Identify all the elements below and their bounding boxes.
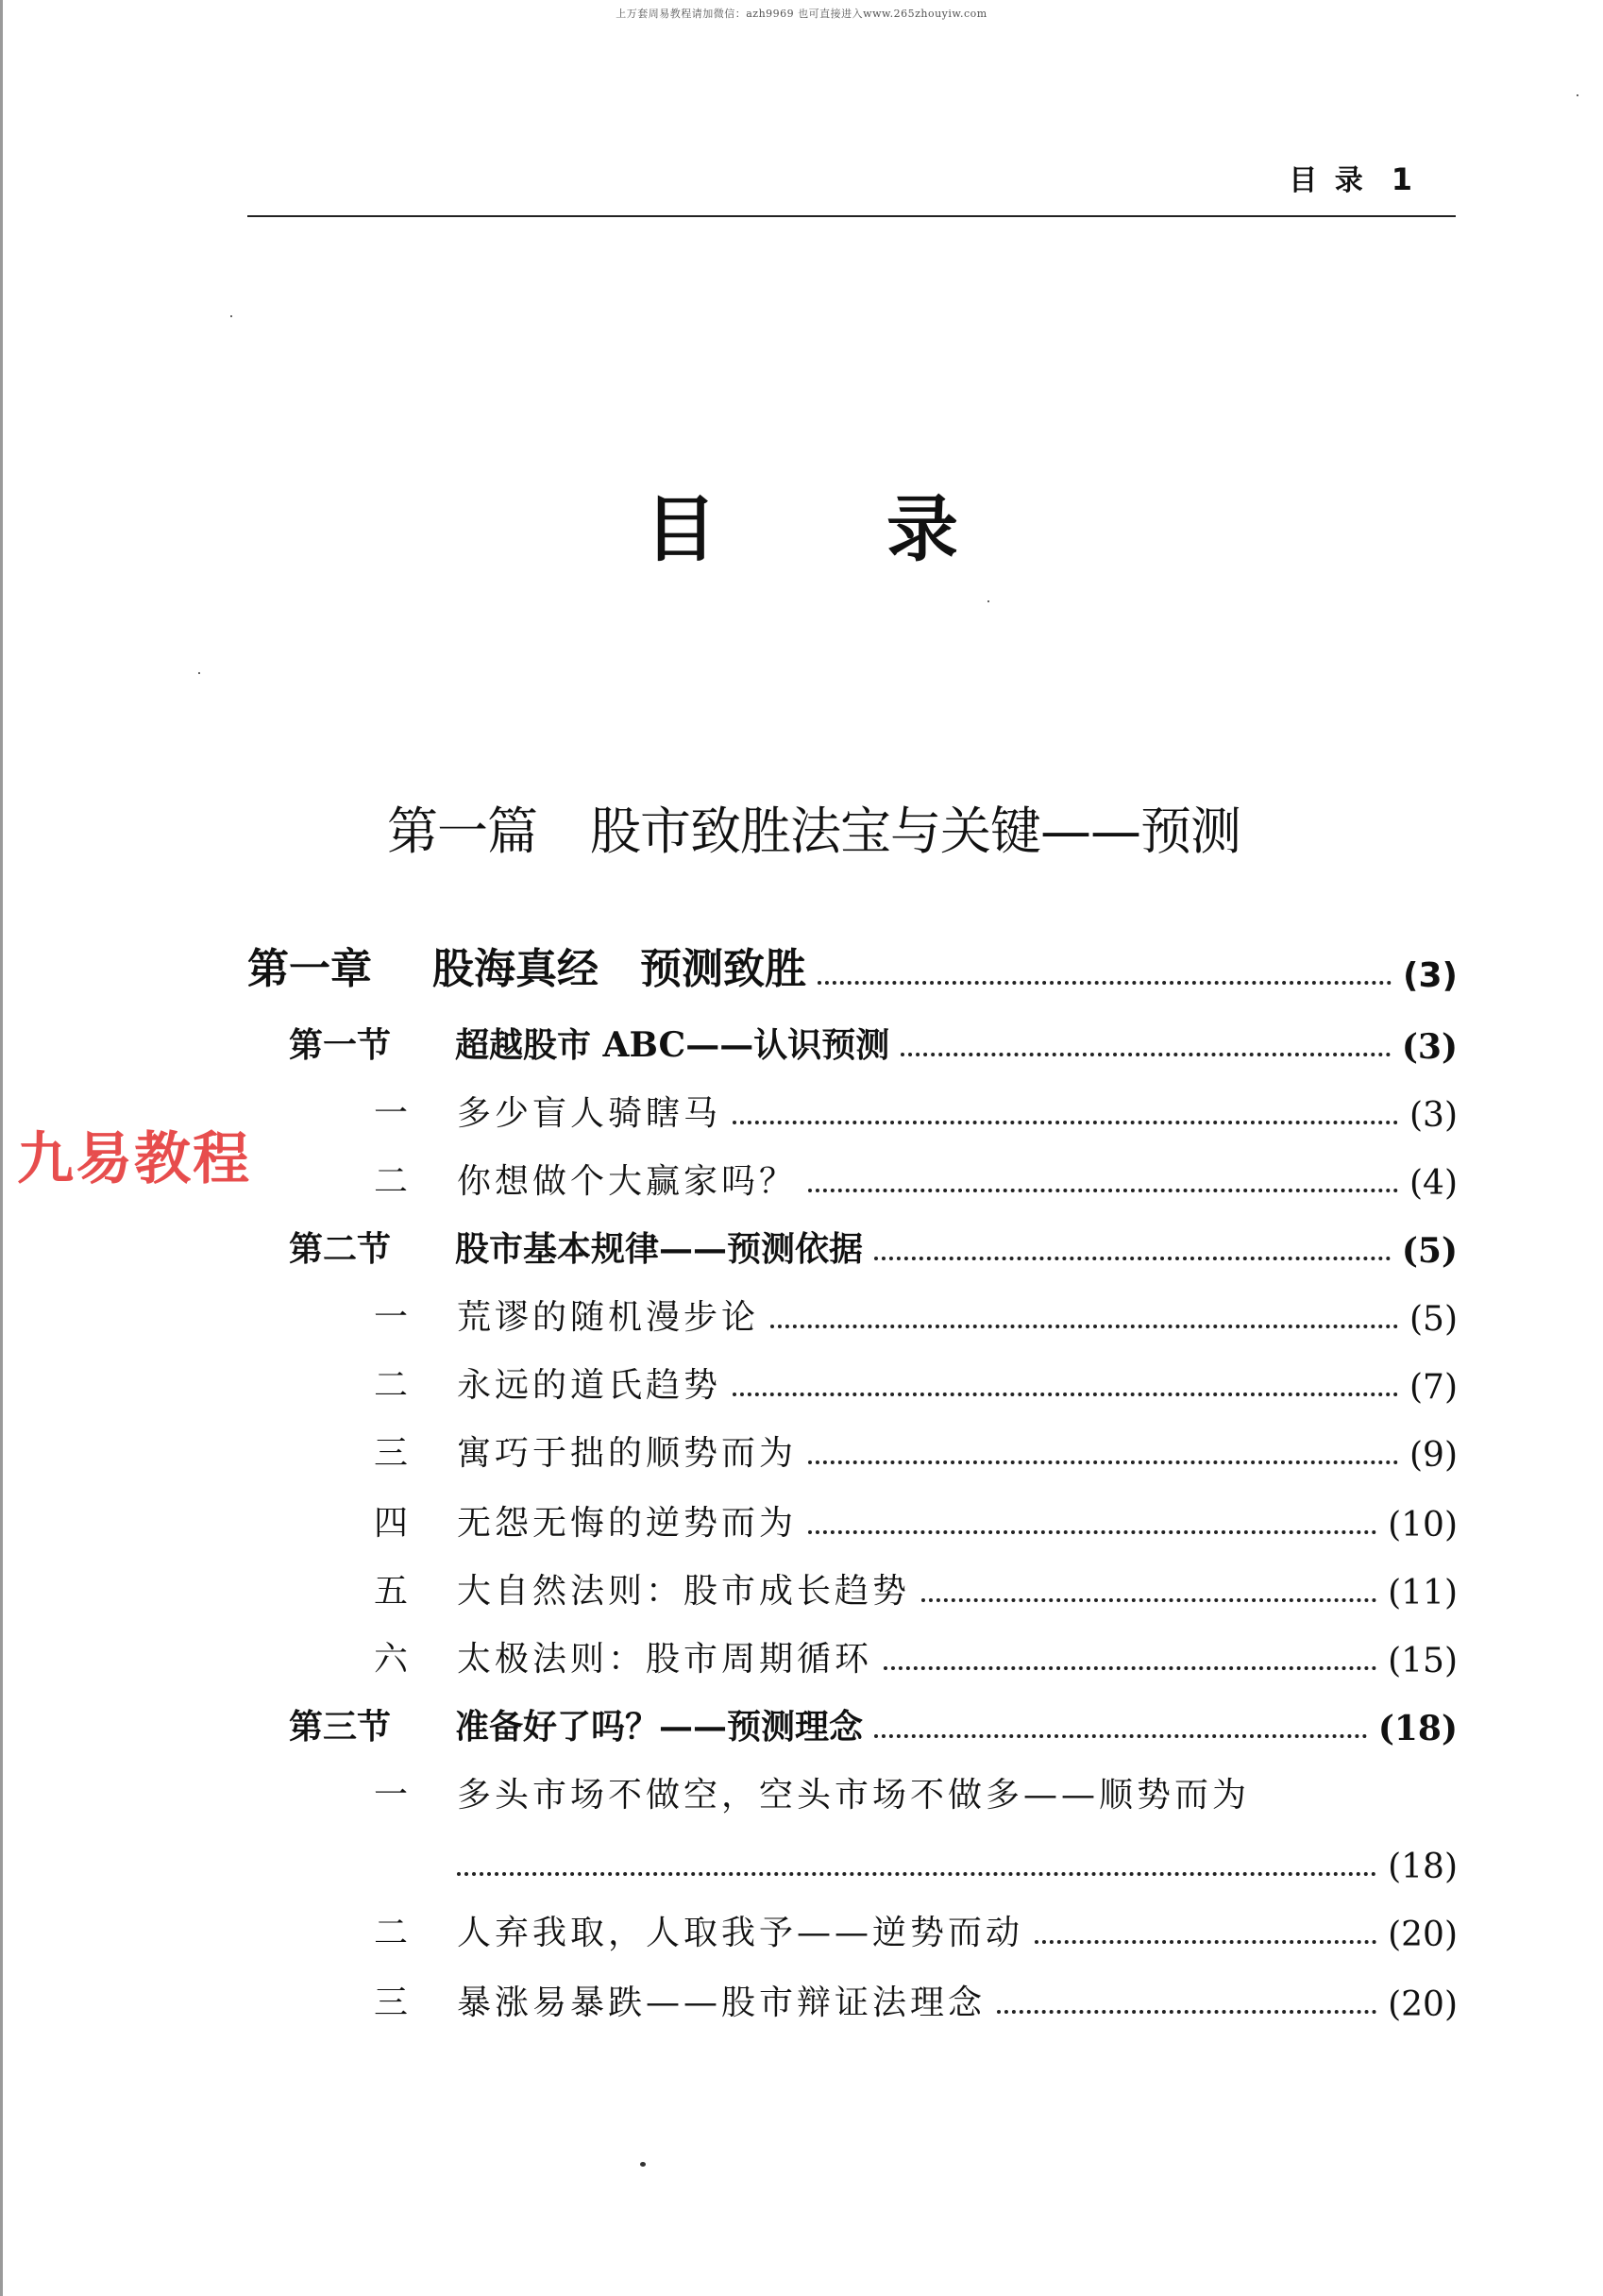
item-number: 四 bbox=[374, 1504, 409, 1543]
header-rule bbox=[247, 215, 1456, 217]
toc-item[interactable] bbox=[374, 1629, 1458, 1680]
item-title: 多头市场不做空，空头市场不做多——顺势而为 bbox=[457, 1776, 1251, 1815]
top-note: 上万套周易教程请加微信：azh9969 也可直接进入www.265zhouyiw.com bbox=[616, 8, 987, 20]
toc-item[interactable] bbox=[374, 1288, 1458, 1339]
dot-leader bbox=[874, 1733, 1367, 1738]
item-title: 暴涨易暴跌——股市辩证法理念 bbox=[457, 1984, 987, 2022]
item-number: 六 bbox=[374, 1640, 409, 1679]
toc-item[interactable] bbox=[374, 1903, 1458, 1954]
chapter-number: 第一章 bbox=[247, 945, 372, 993]
item-title: 人弃我取，人取我予——逆势而动 bbox=[457, 1914, 1024, 1952]
part-title-text: 股市致胜法宝与关键——预测 bbox=[590, 802, 1240, 861]
toc-item[interactable] bbox=[374, 1973, 1458, 2024]
scan-speck bbox=[230, 315, 232, 317]
item-page: (5) bbox=[1409, 1300, 1458, 1339]
section-title: 股市基本规律——预测依据 bbox=[455, 1229, 864, 1269]
toc-chapter[interactable] bbox=[247, 944, 1458, 995]
watermark: 九易教程 bbox=[17, 1126, 251, 1192]
dot-leader bbox=[770, 1324, 1398, 1328]
part-title bbox=[387, 791, 1240, 864]
item-title: 多少盲人骑瞎马 bbox=[457, 1094, 722, 1133]
part-number: 第一篇 bbox=[387, 802, 537, 861]
item-number: 一 bbox=[374, 1776, 409, 1815]
scan-speck bbox=[1577, 94, 1578, 96]
dot-leader bbox=[808, 1188, 1398, 1192]
dot-leader bbox=[997, 2009, 1376, 2014]
item-title: 荒谬的随机漫步论 bbox=[457, 1298, 760, 1337]
chapter-title: 股海真经 预测致胜 bbox=[432, 945, 806, 993]
running-header-page: 1 bbox=[1391, 161, 1416, 197]
toc-item[interactable] bbox=[374, 1494, 1458, 1545]
item-page: (3) bbox=[1409, 1096, 1458, 1135]
toc-item[interactable] bbox=[374, 1084, 1458, 1135]
chapter-page: (3) bbox=[1403, 956, 1458, 995]
item-title: 太极法则：股市周期循环 bbox=[457, 1640, 873, 1679]
dot-leader bbox=[1035, 1939, 1376, 1944]
scan-speck bbox=[198, 672, 200, 674]
dot-leader bbox=[818, 980, 1392, 985]
item-title: 无怨无悔的逆势而为 bbox=[457, 1504, 798, 1543]
scan-speck bbox=[987, 600, 989, 602]
section-title: 超越股市 ABC——认识预测 bbox=[455, 1025, 890, 1065]
item-page: (9) bbox=[1409, 1436, 1458, 1475]
dot-leader bbox=[457, 1871, 1376, 1876]
item-title: 你想做个大赢家吗？ bbox=[457, 1162, 798, 1201]
toc-section[interactable] bbox=[289, 1220, 1458, 1271]
dot-leader bbox=[901, 1052, 1391, 1056]
section-number: 第三节 bbox=[289, 1707, 392, 1747]
toc-section[interactable] bbox=[289, 1697, 1458, 1748]
dot-leader bbox=[884, 1665, 1376, 1670]
item-number: 五 bbox=[374, 1572, 409, 1611]
toc-item-continuation[interactable] bbox=[457, 1835, 1458, 1886]
dot-leader bbox=[921, 1597, 1376, 1602]
toc-item-multiline[interactable] bbox=[374, 1765, 1458, 1816]
item-number: 一 bbox=[374, 1094, 409, 1133]
item-page: (20) bbox=[1388, 1985, 1458, 2024]
item-number: 二 bbox=[374, 1366, 409, 1405]
item-page: (20) bbox=[1388, 1916, 1458, 1954]
toc-title: 目录 bbox=[645, 487, 1128, 571]
item-title: 寓巧于拙的顺势而为 bbox=[457, 1434, 798, 1473]
section-number: 第二节 bbox=[289, 1229, 392, 1269]
running-header-label: 目 录 bbox=[1289, 164, 1367, 197]
item-title: 永远的道氏趋势 bbox=[457, 1366, 722, 1405]
running-header bbox=[1289, 157, 1416, 198]
toc-item[interactable] bbox=[374, 1356, 1458, 1407]
item-number: 二 bbox=[374, 1914, 409, 1952]
item-number: 三 bbox=[374, 1434, 409, 1473]
toc-item[interactable] bbox=[374, 1562, 1458, 1612]
item-number: 三 bbox=[374, 1984, 409, 2022]
section-number: 第一节 bbox=[289, 1025, 392, 1065]
item-page: (15) bbox=[1388, 1642, 1458, 1680]
toc-item[interactable] bbox=[374, 1152, 1458, 1203]
section-page: (18) bbox=[1377, 1709, 1458, 1748]
dot-leader bbox=[733, 1392, 1398, 1396]
toc-section[interactable] bbox=[289, 1016, 1458, 1067]
toc-item[interactable] bbox=[374, 1424, 1458, 1475]
dot-leader bbox=[733, 1120, 1398, 1124]
dot-leader bbox=[874, 1256, 1391, 1260]
scan-speck bbox=[640, 2162, 646, 2167]
item-number: 二 bbox=[374, 1162, 409, 1201]
item-page: (7) bbox=[1409, 1368, 1458, 1407]
dot-leader bbox=[808, 1460, 1398, 1464]
item-page: (11) bbox=[1388, 1574, 1458, 1612]
section-page: (5) bbox=[1401, 1231, 1458, 1271]
dot-leader bbox=[808, 1529, 1376, 1534]
item-page: (10) bbox=[1388, 1506, 1458, 1545]
scan-edge bbox=[0, 0, 3, 2296]
section-page: (3) bbox=[1401, 1027, 1458, 1067]
item-title: 大自然法则：股市成长趋势 bbox=[457, 1572, 911, 1611]
item-page: (4) bbox=[1409, 1164, 1458, 1203]
item-number: 一 bbox=[374, 1298, 409, 1337]
item-page: (18) bbox=[1388, 1848, 1458, 1886]
section-title: 准备好了吗？——预测理念 bbox=[455, 1707, 864, 1747]
